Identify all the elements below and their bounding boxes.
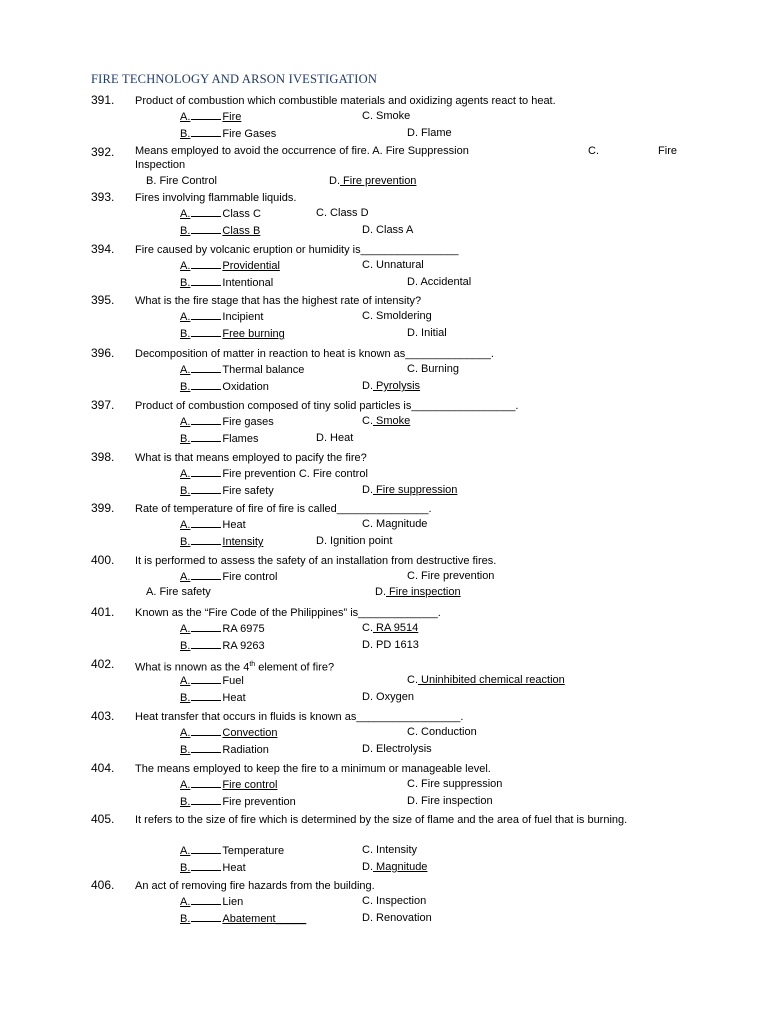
question-number: 399. [91, 501, 115, 515]
question-text-continued: Inspection [135, 159, 186, 171]
option-d: D. Fire prevention [329, 175, 417, 187]
question-text: What is nnown as the 4th element of fire? [135, 661, 335, 674]
option-b: B. Fire prevention [180, 796, 296, 808]
option-a: A. RA 6975 [180, 623, 265, 635]
option-b: B. Heat [180, 692, 246, 704]
question-number: 404. [91, 761, 115, 775]
question-number: 396. [91, 346, 115, 360]
option-c: C. Smoldering [362, 310, 432, 322]
question-number: 403. [91, 709, 115, 723]
option-b: B. RA 9263 [180, 640, 265, 652]
option-d: D. Accidental [407, 276, 472, 288]
question-number: 402. [91, 657, 115, 671]
option-d: D. Electrolysis [362, 743, 432, 755]
option-c: C. Inspection [362, 895, 427, 907]
question-number: 406. [91, 878, 115, 892]
question-number: 398. [91, 450, 115, 464]
option-a: A. Heat [180, 519, 246, 531]
option-a: A. Thermal balance [180, 364, 305, 376]
option-a: A. Fuel [180, 675, 244, 687]
option-d: D. Oxygen [362, 691, 414, 703]
question-text: It is performed to assess the safety of an installation from destructive fires. [135, 555, 497, 567]
question-number: 397. [91, 398, 115, 412]
option-c: C. RA 9514 [362, 622, 419, 634]
option-c: C. Burning [407, 363, 459, 375]
option-d: D. Magnitude [362, 861, 428, 873]
option-c: C. Smoke [362, 110, 411, 122]
option-c: C. Conduction [407, 726, 477, 738]
option-c: C. Smoke [362, 415, 411, 427]
option-c: C. Unnatural [362, 259, 424, 271]
option-b: B. Fire Control [146, 175, 217, 187]
option-a: A. Temperature [180, 845, 285, 857]
option-a: A. Fire control [180, 571, 278, 583]
question-text: It refers to the size of fire which is determined by the size of flame and the area of fuel that is burning. [135, 814, 628, 826]
question-number: 395. [91, 293, 115, 307]
option-d: D. Pyrolysis [362, 380, 421, 392]
question-text: Product of combustion composed of tiny solid particles is_________________. [135, 400, 519, 412]
option-d: D. Class A [362, 224, 414, 236]
option-b: B. Fire safety [180, 485, 274, 497]
option-c: C. Class D [316, 207, 369, 219]
option-a: A. Providential [180, 260, 280, 272]
option-a: A. Fire [180, 111, 242, 123]
question-number: 392. [91, 145, 115, 159]
option-c: C. Fire suppression [407, 778, 503, 790]
question-text: An act of removing fire hazards from the building. [135, 880, 375, 892]
question-number: 405. [91, 812, 115, 826]
option-a: A. Incipient [180, 311, 264, 323]
option-b: A. Fire safety [146, 586, 211, 598]
option-c: C. Fire prevention [407, 570, 495, 582]
question-number: 394. [91, 242, 115, 256]
question-text: What is the fire stage that has the highest rate of intensity? [135, 295, 422, 307]
question-number: 393. [91, 190, 115, 204]
option-b: B. Intentional [180, 277, 274, 289]
question-number: 400. [91, 553, 115, 567]
option-c: C. Magnitude [362, 518, 428, 530]
option-c: C. Intensity [362, 844, 418, 856]
option-b: B. Fire Gases [180, 128, 277, 140]
question-text: Fire caused by volcanic eruption or humidity is________________ [135, 244, 459, 256]
option-d: D. Flame [407, 127, 452, 139]
option-a: A. Lien [180, 896, 244, 908]
option-d: D. Heat [316, 432, 354, 444]
option-d: D. Fire inspection [407, 795, 493, 807]
option-d: D. Fire suppression [362, 484, 458, 496]
option-b: B. Free burning [180, 328, 285, 340]
option-d: D. PD 1613 [362, 639, 419, 651]
question-text: Product of combustion which combustible materials and oxidizing agents react to heat. [135, 95, 556, 107]
question-text: Decomposition of matter in reaction to heat is known as______________. [135, 348, 494, 360]
option-b: B. Abatement_____ [180, 913, 307, 925]
option-b: B. Oxidation [180, 381, 269, 393]
question-text-line: Means employed to avoid the occurrence of fire. A. Fire Suppression C. Fire [135, 145, 677, 157]
question-number: 391. [91, 93, 115, 107]
option-a: A. Convection [180, 727, 278, 739]
question-text: The means employed to keep the fire to a minimum or manageable level. [135, 763, 491, 775]
question-text: Fires involving flammable liquids. [135, 192, 297, 204]
option-d: D. Renovation [362, 912, 432, 924]
question-number: 401. [91, 605, 115, 619]
page-title: FIRE TECHNOLOGY AND ARSON IVESTIGATION [91, 72, 378, 86]
option-b: B. Flames [180, 433, 259, 445]
option-d: D. Ignition point [316, 535, 393, 547]
option-b: B. Radiation [180, 744, 269, 756]
question-text: Rate of temperature of fire of fire is called_______________. [135, 503, 432, 515]
option-d: D. Initial [407, 327, 447, 339]
question-text: Heat transfer that occurs in fluids is known as_________________. [135, 711, 464, 723]
option-c: C. Uninhibited chemical reaction [407, 674, 565, 686]
option-a: A. Fire gases [180, 416, 274, 428]
option-b: B. Intensity [180, 536, 264, 548]
question-text: What is that means employed to pacify the fire? [135, 452, 367, 464]
option-a: A. Class C [180, 208, 261, 220]
option-a: A. Fire control [180, 779, 278, 791]
option-b: B. Heat [180, 862, 246, 874]
question-text: Known as the “Fire Code of the Philippines” is_____________. [135, 607, 441, 619]
option-b: B. Class B [180, 225, 261, 237]
option-d: D. Fire inspection [375, 586, 461, 598]
option-a: A. Fire prevention C. Fire control [180, 468, 368, 480]
